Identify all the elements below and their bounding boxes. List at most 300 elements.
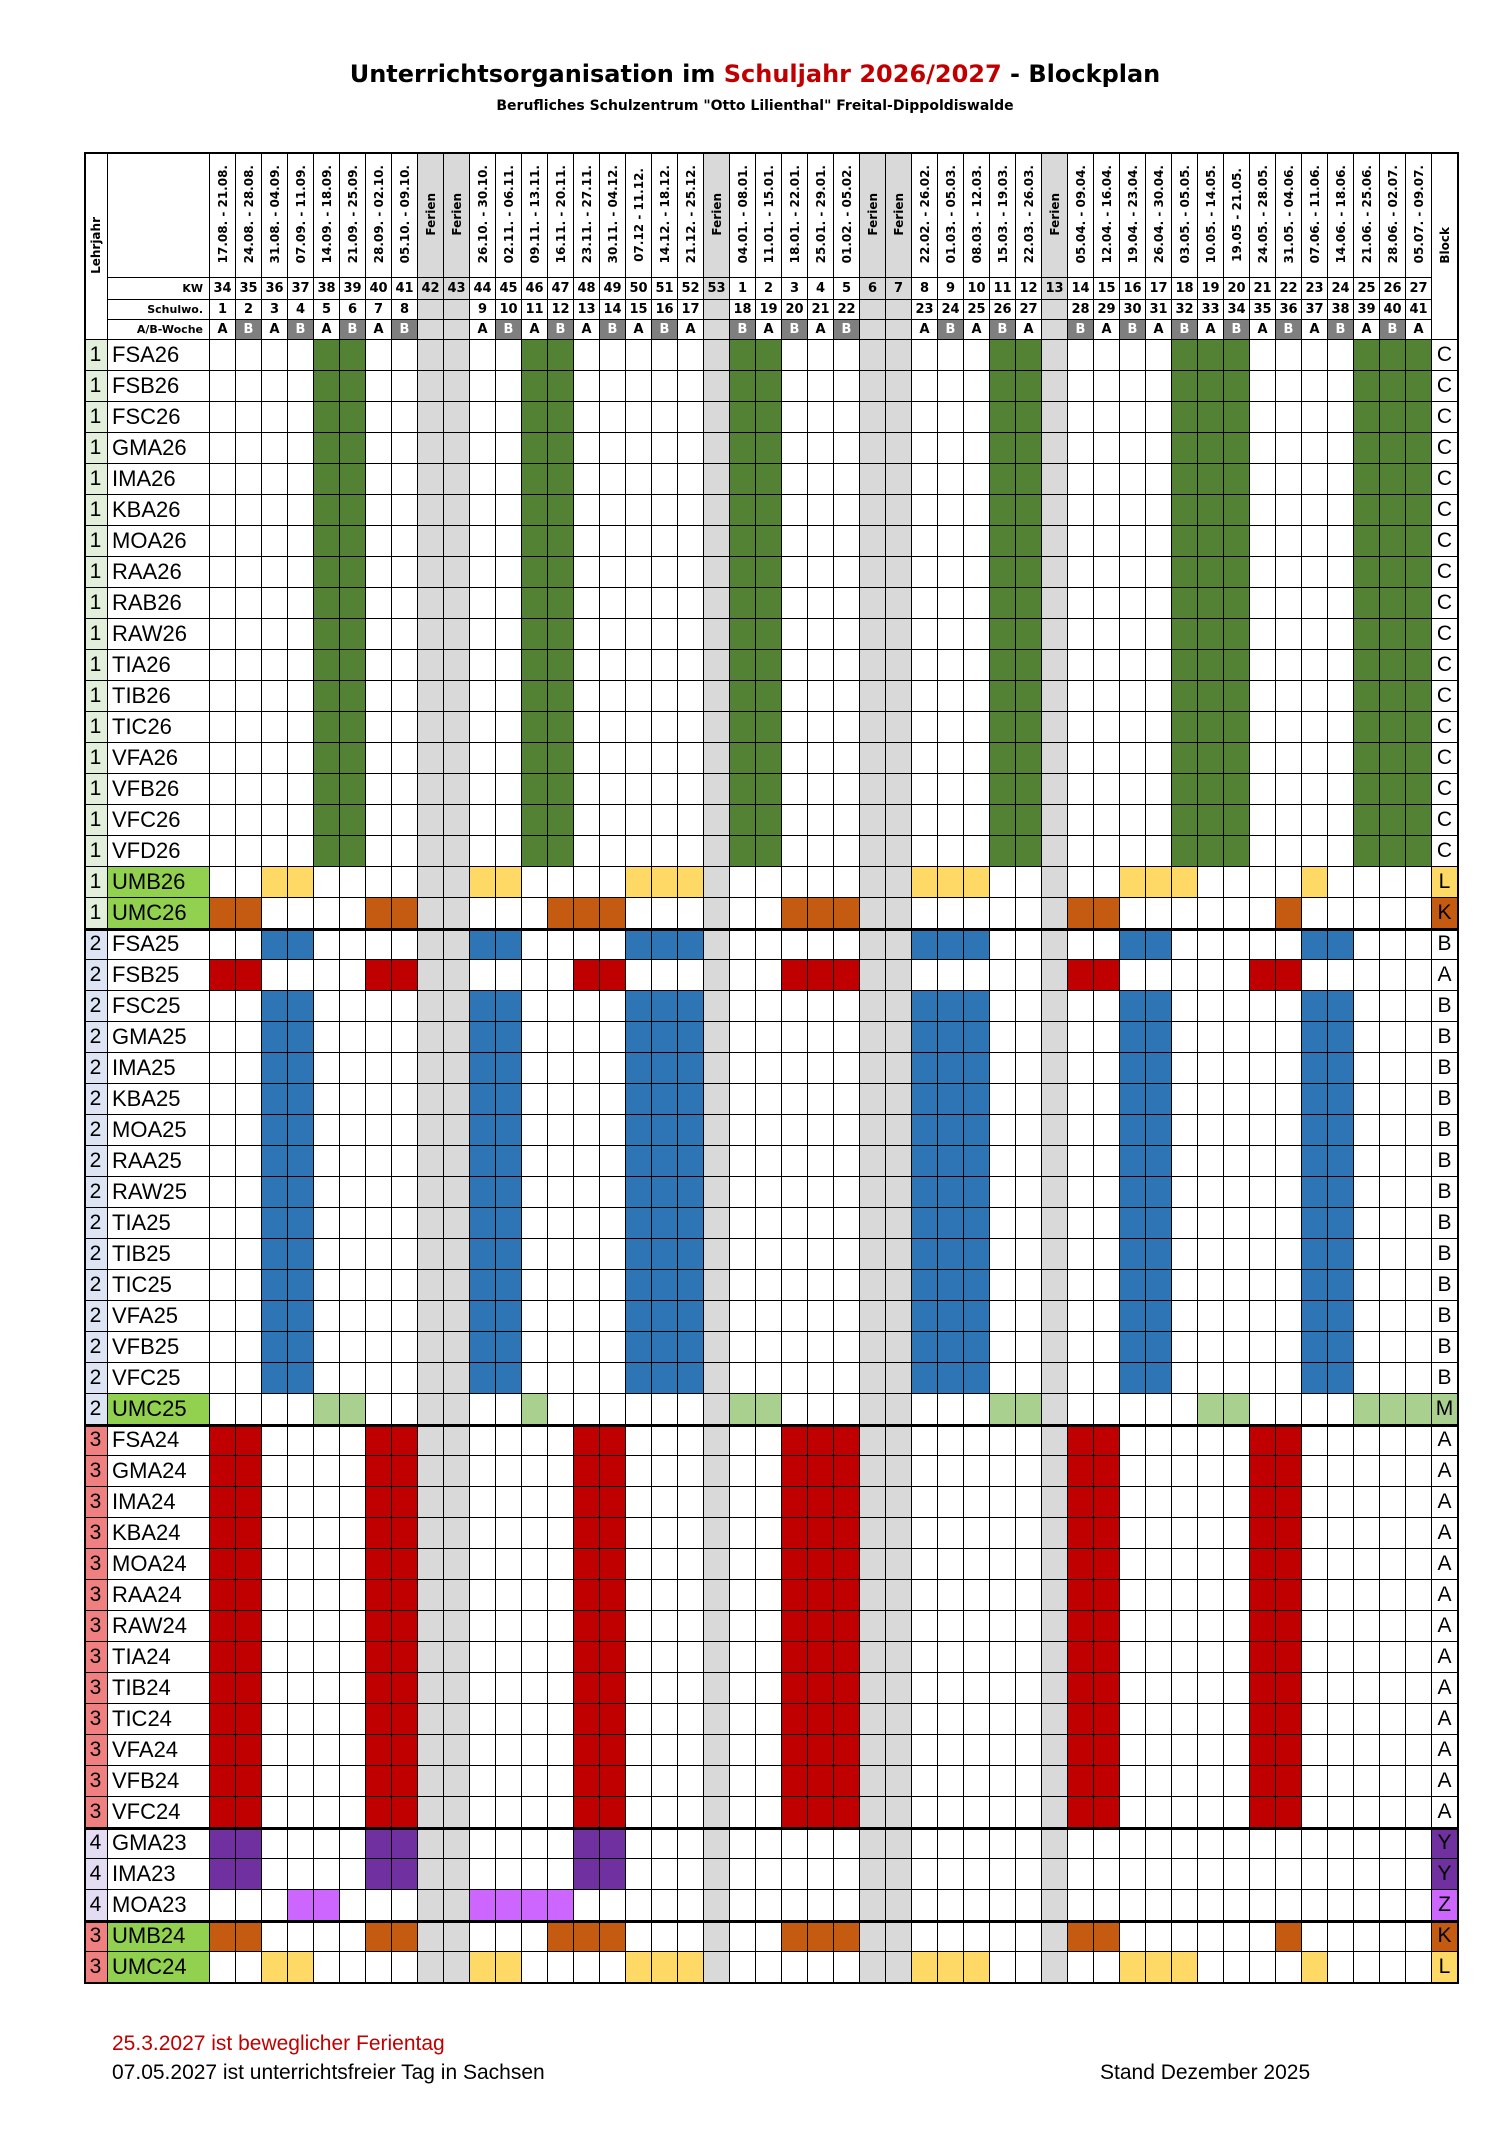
schedule-cell bbox=[210, 619, 236, 650]
schedule-cell bbox=[1406, 1611, 1432, 1642]
schedule-cell bbox=[470, 1859, 496, 1890]
schedule-cell bbox=[704, 1642, 730, 1673]
schedule-cell bbox=[600, 557, 626, 588]
schedule-cell bbox=[626, 960, 652, 991]
schedule-cell bbox=[626, 1022, 652, 1053]
schedule-cell bbox=[886, 619, 912, 650]
schedule-cell bbox=[1198, 1580, 1224, 1611]
schedule-cell bbox=[262, 1549, 288, 1580]
schedule-cell bbox=[522, 557, 548, 588]
schedule-cell bbox=[1276, 836, 1302, 867]
schedule-cell bbox=[1120, 1115, 1146, 1146]
schedule-cell bbox=[288, 1208, 314, 1239]
schedule-cell bbox=[1328, 805, 1354, 836]
week-date-header bbox=[808, 152, 834, 278]
schedule-cell bbox=[1250, 1766, 1276, 1797]
schedule-cell bbox=[262, 898, 288, 929]
ab-week-cell: B bbox=[548, 320, 574, 340]
schedule-cell bbox=[1120, 1487, 1146, 1518]
schedule-cell bbox=[262, 1487, 288, 1518]
schedule-cell bbox=[210, 867, 236, 898]
schedule-cell bbox=[938, 1673, 964, 1704]
schedule-cell bbox=[210, 588, 236, 619]
schedule-cell bbox=[1016, 867, 1042, 898]
schedule-cell bbox=[1276, 960, 1302, 991]
school-week-cell: 29 bbox=[1094, 300, 1120, 320]
schedule-cell bbox=[210, 898, 236, 929]
schedule-cell bbox=[626, 1890, 652, 1921]
schedule-cell bbox=[678, 681, 704, 712]
ab-week-cell: A bbox=[314, 320, 340, 340]
calendar-week-cell: 26 bbox=[1380, 278, 1406, 300]
schedule-cell bbox=[574, 681, 600, 712]
schedule-cell bbox=[886, 743, 912, 774]
schedule-cell bbox=[1406, 1518, 1432, 1549]
schedule-cell bbox=[1016, 1797, 1042, 1828]
schedule-cell bbox=[262, 1797, 288, 1828]
schedule-cell bbox=[548, 402, 574, 433]
schedule-cell bbox=[366, 588, 392, 619]
schedule-cell bbox=[236, 371, 262, 402]
schedule-cell bbox=[236, 1673, 262, 1704]
calendar-week-cell: 23 bbox=[1302, 278, 1328, 300]
schedule-cell bbox=[990, 1022, 1016, 1053]
schedule-cell bbox=[548, 1549, 574, 1580]
schedule-cell bbox=[834, 1611, 860, 1642]
schedule-cell bbox=[1068, 619, 1094, 650]
schedule-cell bbox=[652, 1549, 678, 1580]
schedule-cell bbox=[548, 371, 574, 402]
schedule-cell bbox=[574, 340, 600, 371]
schedule-cell bbox=[392, 1270, 418, 1301]
ab-week-cell: B bbox=[496, 320, 522, 340]
schedule-cell bbox=[600, 1053, 626, 1084]
schedule-cell bbox=[1146, 960, 1172, 991]
schedule-cell bbox=[600, 1022, 626, 1053]
schedule-cell bbox=[1198, 1115, 1224, 1146]
schedule-cell bbox=[470, 1611, 496, 1642]
schedule-cell bbox=[1068, 1425, 1094, 1456]
schedule-cell bbox=[938, 1301, 964, 1332]
schedule-cell bbox=[600, 588, 626, 619]
schedule-cell bbox=[834, 1146, 860, 1177]
schedule-cell bbox=[522, 526, 548, 557]
schedule-cell bbox=[990, 743, 1016, 774]
schedule-cell bbox=[1042, 1859, 1068, 1890]
schedule-cell bbox=[392, 1766, 418, 1797]
schedule-cell bbox=[1016, 1394, 1042, 1425]
schedule-cell bbox=[1354, 1549, 1380, 1580]
schedule-cell bbox=[392, 1115, 418, 1146]
schedule-cell bbox=[548, 1394, 574, 1425]
schedule-cell bbox=[626, 588, 652, 619]
schedule-cell bbox=[964, 805, 990, 836]
schedule-cell bbox=[912, 1890, 938, 1921]
schedule-cell bbox=[808, 960, 834, 991]
schedule-cell bbox=[1380, 1456, 1406, 1487]
schedule-cell bbox=[496, 1425, 522, 1456]
schedule-cell bbox=[392, 1704, 418, 1735]
schedule-cell bbox=[1068, 1580, 1094, 1611]
schedule-cell bbox=[574, 1456, 600, 1487]
schedule-cell bbox=[626, 1642, 652, 1673]
schedule-cell bbox=[496, 619, 522, 650]
schedule-cell bbox=[418, 1363, 444, 1394]
schedule-cell bbox=[756, 1270, 782, 1301]
schedule-cell bbox=[236, 1766, 262, 1797]
schedule-cell bbox=[288, 1053, 314, 1084]
school-week-cell bbox=[860, 300, 886, 320]
schedule-cell bbox=[964, 929, 990, 960]
schedule-cell bbox=[1016, 1859, 1042, 1890]
week-date-header bbox=[496, 152, 522, 278]
schedule-cell bbox=[366, 1549, 392, 1580]
schedule-cell bbox=[1042, 929, 1068, 960]
schedule-cell bbox=[392, 1053, 418, 1084]
block-letter-cell: B bbox=[1432, 1332, 1458, 1363]
schedule-cell bbox=[990, 898, 1016, 929]
schedule-cell bbox=[470, 1022, 496, 1053]
schedule-cell bbox=[990, 402, 1016, 433]
schedule-cell bbox=[444, 340, 470, 371]
schedule-cell bbox=[1172, 1084, 1198, 1115]
schedule-cell bbox=[1276, 1673, 1302, 1704]
schedule-cell bbox=[834, 743, 860, 774]
schedule-cell bbox=[210, 774, 236, 805]
schedule-cell bbox=[678, 1921, 704, 1952]
block-letter-cell: A bbox=[1432, 960, 1458, 991]
schedule-cell bbox=[626, 1735, 652, 1766]
schedule-cell bbox=[1068, 1673, 1094, 1704]
schedule-cell bbox=[470, 1890, 496, 1921]
schedule-cell bbox=[1146, 619, 1172, 650]
schedule-cell bbox=[288, 1270, 314, 1301]
week-date-header bbox=[1380, 152, 1406, 278]
schedule-cell bbox=[496, 588, 522, 619]
schedule-cell bbox=[470, 340, 496, 371]
schedule-cell bbox=[522, 774, 548, 805]
schedule-cell bbox=[704, 588, 730, 619]
lehrjahr-cell: 2 bbox=[84, 1146, 108, 1177]
schedule-cell bbox=[860, 1456, 886, 1487]
schedule-cell bbox=[496, 1239, 522, 1270]
schedule-cell bbox=[262, 1053, 288, 1084]
schedule-cell bbox=[366, 991, 392, 1022]
schedule-cell bbox=[808, 1487, 834, 1518]
schedule-cell bbox=[288, 1580, 314, 1611]
schedule-cell bbox=[1276, 619, 1302, 650]
schedule-cell bbox=[1120, 1425, 1146, 1456]
schedule-cell bbox=[496, 1177, 522, 1208]
schedule-cell bbox=[782, 1487, 808, 1518]
schedule-cell bbox=[938, 1890, 964, 1921]
schedule-cell bbox=[548, 774, 574, 805]
schedule-cell bbox=[392, 1642, 418, 1673]
schedule-cell bbox=[860, 1549, 886, 1580]
schedule-cell bbox=[1016, 1549, 1042, 1580]
schedule-cell bbox=[652, 1797, 678, 1828]
schedule-cell bbox=[756, 929, 782, 960]
schedule-cell bbox=[1276, 681, 1302, 712]
schedule-cell bbox=[1198, 1828, 1224, 1859]
block-letter-cell: A bbox=[1432, 1642, 1458, 1673]
lehrjahr-cell: 2 bbox=[84, 1177, 108, 1208]
schedule-cell bbox=[1094, 1146, 1120, 1177]
schedule-cell bbox=[1354, 650, 1380, 681]
schedule-cell bbox=[1250, 1797, 1276, 1828]
ab-week-cell: A bbox=[262, 320, 288, 340]
schedule-cell bbox=[1406, 1797, 1432, 1828]
schedule-cell bbox=[678, 1456, 704, 1487]
schedule-cell bbox=[1250, 743, 1276, 774]
schedule-cell bbox=[704, 433, 730, 464]
class-name-cell: TIC25 bbox=[108, 1270, 210, 1301]
schedule-cell bbox=[704, 557, 730, 588]
schedule-cell bbox=[1354, 991, 1380, 1022]
schedule-cell bbox=[678, 929, 704, 960]
schedule-cell bbox=[1380, 1611, 1406, 1642]
schedule-cell bbox=[522, 371, 548, 402]
schedule-cell bbox=[990, 1239, 1016, 1270]
schedule-cell bbox=[782, 1921, 808, 1952]
schedule-cell bbox=[964, 1177, 990, 1208]
week-date-header bbox=[782, 152, 808, 278]
schedule-cell bbox=[964, 1146, 990, 1177]
schedule-cell bbox=[366, 402, 392, 433]
schedule-cell bbox=[1328, 650, 1354, 681]
schedule-cell bbox=[418, 1301, 444, 1332]
class-name-cell: RAW26 bbox=[108, 619, 210, 650]
schedule-cell bbox=[470, 1797, 496, 1828]
schedule-cell bbox=[496, 557, 522, 588]
block-letter-cell: A bbox=[1432, 1580, 1458, 1611]
schedule-cell bbox=[574, 619, 600, 650]
schedule-cell bbox=[860, 1952, 886, 1983]
schedule-cell bbox=[418, 1270, 444, 1301]
schedule-cell bbox=[886, 650, 912, 681]
schedule-cell bbox=[990, 1921, 1016, 1952]
schedule-cell bbox=[1172, 1518, 1198, 1549]
schedule-cell bbox=[1016, 1611, 1042, 1642]
schedule-cell bbox=[1042, 1053, 1068, 1084]
schedule-cell bbox=[288, 1797, 314, 1828]
schedule-cell bbox=[470, 743, 496, 774]
schedule-cell bbox=[1224, 1425, 1250, 1456]
schedule-cell bbox=[938, 805, 964, 836]
schedule-cell bbox=[912, 464, 938, 495]
schedule-cell bbox=[652, 371, 678, 402]
schedule-cell bbox=[236, 991, 262, 1022]
schedule-cell bbox=[1172, 619, 1198, 650]
block-letter-cell: C bbox=[1432, 588, 1458, 619]
calendar-week-cell: 36 bbox=[262, 278, 288, 300]
schedule-cell bbox=[392, 340, 418, 371]
schedule-cell bbox=[522, 619, 548, 650]
schedule-cell bbox=[912, 898, 938, 929]
block-letter-cell: B bbox=[1432, 1022, 1458, 1053]
schedule-cell bbox=[808, 619, 834, 650]
schedule-cell bbox=[392, 1084, 418, 1115]
schedule-cell bbox=[574, 774, 600, 805]
schedule-cell bbox=[236, 805, 262, 836]
schedule-cell bbox=[1068, 898, 1094, 929]
schedule-cell bbox=[808, 1518, 834, 1549]
schedule-cell bbox=[1224, 743, 1250, 774]
school-week-cell: 18 bbox=[730, 300, 756, 320]
schedule-cell bbox=[392, 1363, 418, 1394]
schedule-cell bbox=[548, 1487, 574, 1518]
schedule-cell bbox=[782, 867, 808, 898]
schedule-cell bbox=[886, 805, 912, 836]
block-letter-cell: C bbox=[1432, 743, 1458, 774]
schedule-cell bbox=[1016, 960, 1042, 991]
schedule-cell bbox=[470, 1208, 496, 1239]
schedule-cell bbox=[886, 402, 912, 433]
schedule-cell bbox=[938, 1921, 964, 1952]
schedule-cell bbox=[340, 774, 366, 805]
schedule-cell bbox=[782, 681, 808, 712]
schedule-cell bbox=[1354, 712, 1380, 743]
schedule-cell bbox=[678, 1332, 704, 1363]
schedule-cell bbox=[626, 1239, 652, 1270]
schedule-cell bbox=[1094, 619, 1120, 650]
block-letter-cell: Y bbox=[1432, 1828, 1458, 1859]
schedule-cell bbox=[1224, 371, 1250, 402]
calendar-week-cell: 39 bbox=[340, 278, 366, 300]
schedule-cell bbox=[964, 557, 990, 588]
schedule-cell bbox=[1042, 1704, 1068, 1735]
schedule-cell bbox=[210, 650, 236, 681]
week-date-header-text: 07.09. - 11.09. bbox=[293, 165, 308, 264]
week-date-header-text: 09.11. - 13.11. bbox=[527, 165, 542, 264]
school-week-cell: 39 bbox=[1354, 300, 1380, 320]
week-date-header-text: 24.08. - 28.08. bbox=[241, 165, 256, 264]
schedule-cell bbox=[652, 1735, 678, 1766]
schedule-cell bbox=[1380, 619, 1406, 650]
schedule-cell bbox=[314, 1859, 340, 1890]
schedule-cell bbox=[1016, 1766, 1042, 1797]
schedule-cell bbox=[574, 1921, 600, 1952]
schedule-cell bbox=[756, 588, 782, 619]
schedule-cell bbox=[756, 1642, 782, 1673]
schedule-cell bbox=[1328, 743, 1354, 774]
week-date-header-text: Ferien bbox=[709, 193, 724, 236]
schedule-cell bbox=[1198, 1921, 1224, 1952]
schedule-cell bbox=[730, 1146, 756, 1177]
schedule-cell bbox=[1328, 1890, 1354, 1921]
schedule-cell bbox=[1016, 1270, 1042, 1301]
schedule-cell bbox=[1354, 495, 1380, 526]
week-date-header bbox=[574, 152, 600, 278]
schedule-cell bbox=[652, 1301, 678, 1332]
schedule-cell bbox=[1250, 712, 1276, 743]
schedule-cell bbox=[730, 1518, 756, 1549]
schedule-cell bbox=[366, 1642, 392, 1673]
schedule-cell bbox=[1172, 557, 1198, 588]
schedule-cell bbox=[1302, 340, 1328, 371]
schedule-cell bbox=[418, 774, 444, 805]
schedule-cell bbox=[392, 1549, 418, 1580]
schedule-cell bbox=[314, 805, 340, 836]
schedule-cell bbox=[314, 681, 340, 712]
schedule-cell bbox=[1354, 1518, 1380, 1549]
schedule-cell bbox=[418, 1797, 444, 1828]
schedule-cell bbox=[938, 1549, 964, 1580]
schedule-cell bbox=[782, 1301, 808, 1332]
schedule-cell bbox=[808, 1735, 834, 1766]
schedule-cell bbox=[1224, 867, 1250, 898]
schedule-cell bbox=[626, 433, 652, 464]
schedule-cell bbox=[366, 1487, 392, 1518]
schedule-cell bbox=[314, 1952, 340, 1983]
schedule-cell bbox=[314, 1487, 340, 1518]
schedule-cell bbox=[314, 1115, 340, 1146]
schedule-cell bbox=[1198, 371, 1224, 402]
schedule-cell bbox=[938, 619, 964, 650]
schedule-cell bbox=[1276, 1549, 1302, 1580]
schedule-cell bbox=[652, 619, 678, 650]
schedule-cell bbox=[600, 1735, 626, 1766]
schedule-cell bbox=[236, 1208, 262, 1239]
schedule-cell bbox=[964, 1239, 990, 1270]
schedule-cell bbox=[808, 495, 834, 526]
schedule-cell bbox=[652, 495, 678, 526]
schedule-cell bbox=[886, 1952, 912, 1983]
schedule-cell bbox=[756, 681, 782, 712]
schedule-cell bbox=[1328, 402, 1354, 433]
schedule-cell bbox=[418, 1332, 444, 1363]
schedule-cell bbox=[912, 1239, 938, 1270]
schedule-cell bbox=[1380, 1828, 1406, 1859]
week-date-header-text: 25.01. - 29.01. bbox=[813, 165, 828, 264]
schedule-cell bbox=[834, 867, 860, 898]
schedule-cell bbox=[1198, 1735, 1224, 1766]
schedule-cell bbox=[1146, 433, 1172, 464]
schedule-cell bbox=[1094, 1022, 1120, 1053]
calendar-week-cell: 24 bbox=[1328, 278, 1354, 300]
ab-week-cell: B bbox=[1172, 320, 1198, 340]
week-date-header bbox=[470, 152, 496, 278]
schedule-cell bbox=[444, 681, 470, 712]
schedule-cell bbox=[1042, 991, 1068, 1022]
schedule-cell bbox=[1068, 929, 1094, 960]
schedule-cell bbox=[1354, 340, 1380, 371]
class-name-cell: FSA25 bbox=[108, 929, 210, 960]
schedule-cell bbox=[548, 867, 574, 898]
block-letter-cell: B bbox=[1432, 1363, 1458, 1394]
schedule-cell bbox=[782, 433, 808, 464]
schedule-cell bbox=[1172, 1363, 1198, 1394]
schedule-cell bbox=[1328, 1084, 1354, 1115]
schedule-cell bbox=[626, 712, 652, 743]
schedule-cell bbox=[418, 1952, 444, 1983]
schedule-cell bbox=[1328, 1518, 1354, 1549]
ab-week-cell: A bbox=[1016, 320, 1042, 340]
schedule-cell bbox=[1354, 1580, 1380, 1611]
schedule-cell bbox=[496, 867, 522, 898]
schedule-cell bbox=[1250, 1022, 1276, 1053]
schedule-cell bbox=[1276, 1425, 1302, 1456]
schedule-cell bbox=[1068, 1177, 1094, 1208]
schedule-cell bbox=[1042, 836, 1068, 867]
schedule-cell bbox=[470, 929, 496, 960]
schedule-cell bbox=[1354, 898, 1380, 929]
schedule-cell bbox=[444, 1859, 470, 1890]
schedule-cell bbox=[210, 1332, 236, 1363]
schedule-cell bbox=[626, 1301, 652, 1332]
schedule-cell bbox=[496, 1921, 522, 1952]
schedule-cell bbox=[1146, 1177, 1172, 1208]
